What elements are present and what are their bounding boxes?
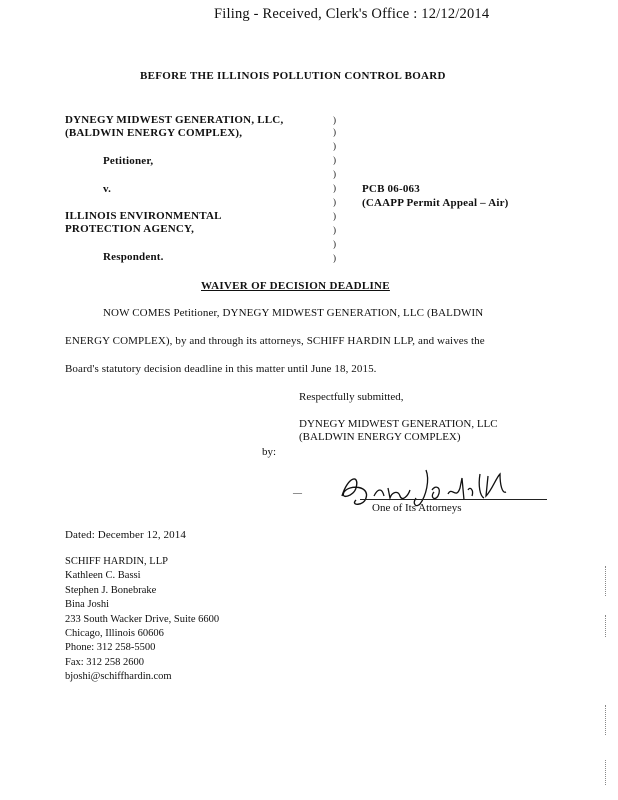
petitioner-label: Petitioner,: [103, 155, 154, 167]
caption-parenthesis: ): [333, 211, 336, 221]
caption-parenthesis: ): [333, 239, 336, 249]
counsel-address-block: [65, 555, 219, 685]
caption-parenthesis: ): [333, 141, 336, 151]
signatory-party-line-2: (BALDWIN ENERGY COMPLEX): [299, 431, 461, 443]
signatory-party-line-1: DYNEGY MIDWEST GENERATION, LLC: [299, 418, 498, 430]
attorneys-label: One of Its Attorneys: [372, 502, 462, 514]
scan-edge-mark: [605, 705, 610, 735]
respondent-label: Respondent.: [103, 251, 164, 263]
address-line: Phone: 312 258-5500: [65, 642, 156, 654]
address-line: 233 South Wacker Drive, Suite 6600: [65, 613, 220, 625]
caption-parenthesis: ): [333, 225, 336, 235]
body-line-3: Board's statutory decision deadline in this matter until June 18, 2015.: [65, 363, 377, 375]
caption-parenthesis: ): [333, 183, 336, 193]
address-line: Chicago, Illinois 60606: [65, 628, 164, 640]
caption-parenthesis: ): [333, 127, 336, 137]
case-type: (CAAPP Permit Appeal – Air): [362, 197, 509, 209]
address-line: Stephen J. Bonebrake: [65, 584, 157, 596]
scan-edge-mark: [605, 760, 610, 785]
versus-label: v.: [103, 183, 112, 195]
signature-dash: —: [293, 488, 302, 498]
petitioner-name-line-1: DYNEGY MIDWEST GENERATION, LLC,: [65, 114, 284, 126]
document-title: WAIVER OF DECISION DEADLINE: [201, 280, 390, 292]
caption-parenthesis: ): [333, 115, 336, 125]
respondent-name-line-1: ILLINOIS ENVIRONMENTAL: [65, 210, 222, 222]
caption-parenthesis: ): [333, 197, 336, 207]
caption-parenthesis: ): [333, 253, 336, 263]
address-line: Fax: 312 258 2600: [65, 656, 145, 668]
address-line: Bina Joshi: [65, 599, 110, 611]
filing-stamp-header: Filing - Received, Clerk's Office : 12/12/2014: [214, 6, 490, 22]
by-label: by:: [262, 446, 277, 458]
address-line: SCHIFF HARDIN, LLP: [65, 556, 168, 567]
closing-text: Respectfully submitted,: [299, 391, 404, 403]
signature-line: [360, 499, 547, 500]
scan-edge-mark: [605, 615, 610, 637]
scan-edge-mark: [605, 566, 610, 596]
petitioner-name-line-2: (BALDWIN ENERGY COMPLEX),: [65, 127, 243, 139]
board-heading: BEFORE THE ILLINOIS POLLUTION CONTROL BOARD: [140, 70, 446, 82]
caption-parenthesis: ): [333, 155, 336, 165]
caption-parenthesis: ): [333, 169, 336, 179]
respondent-name-line-2: PROTECTION AGENCY,: [65, 223, 195, 235]
body-line-1: NOW COMES Petitioner, DYNEGY MIDWEST GENERATION, LLC (BALDWIN: [103, 307, 484, 319]
address-line: bjoshi@schiffhardin.com: [65, 671, 172, 683]
dated-line: Dated: December 12, 2014: [65, 529, 186, 541]
body-line-2: ENERGY COMPLEX), by and through its attorneys, SCHIFF HARDIN LLP, and waives the: [65, 335, 485, 347]
case-number: PCB 06-063: [362, 183, 420, 195]
address-line: Kathleen C. Bassi: [65, 570, 141, 582]
